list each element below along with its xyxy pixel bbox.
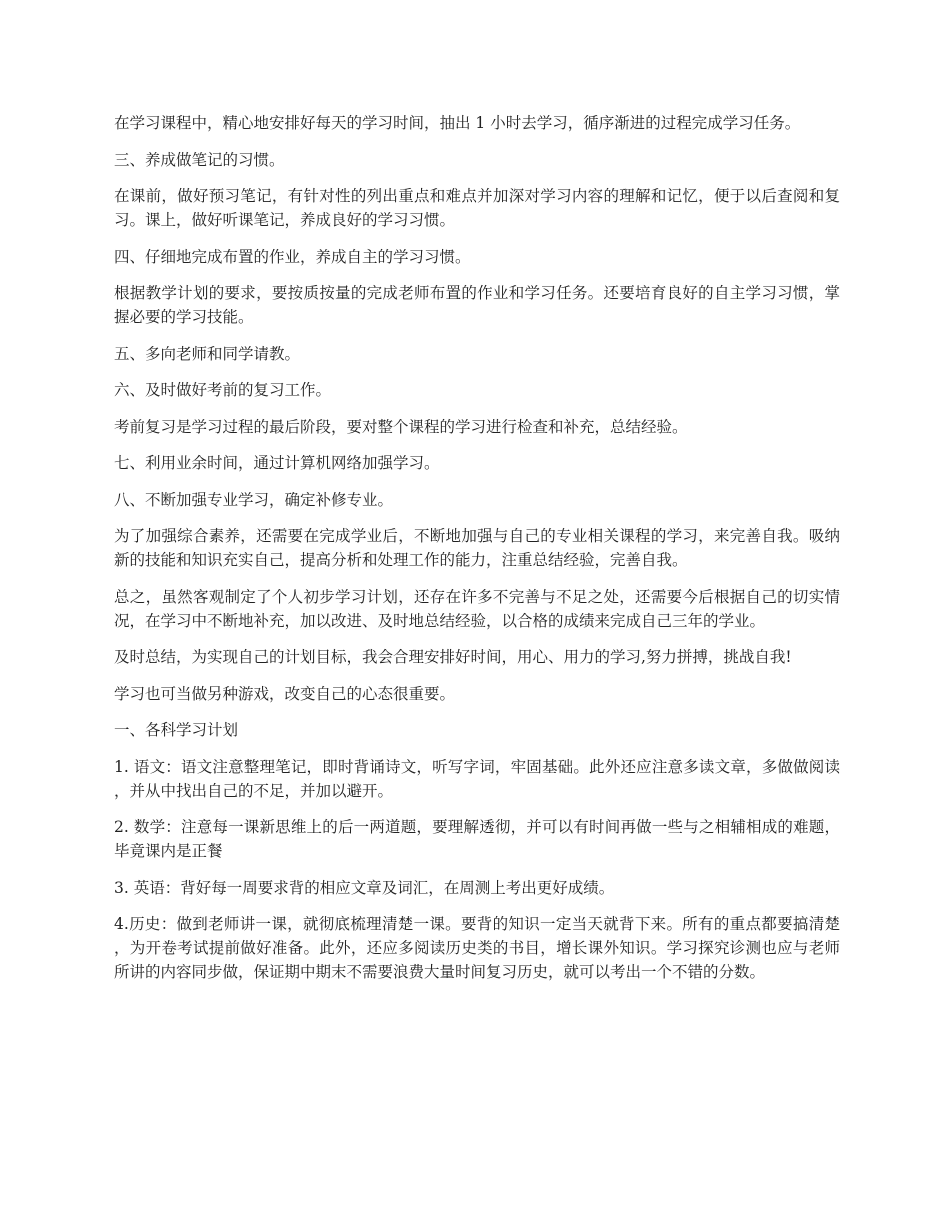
heading-section-5: 五、多向老师和同学请教。 (114, 344, 301, 363)
heading-section-4: 四、仔细地完成布置的作业，养成自主的学习习惯。 (114, 247, 471, 266)
heading-section-3: 三、养成做笔记的习惯。 (114, 150, 285, 169)
paragraph-homework: 根据教学计划的要求，要按质按量的完成老师布置的作业和学习任务。还要培育良好的自主学习习惯，掌握必要的学习技能。 (114, 284, 840, 326)
paragraph-literacy: 为了加强综合素养，还需要在完成学业后，不断地加强与自己的专业相关课程的学习，来完善自我。吸纳新的技能和知识充实自己，提高分析和处理工作的能力，注重总结经验，完善自我。 (114, 527, 840, 569)
paragraph-summary: 总之，虽然客观制定了个人初步学习计划，还存在许多不完善与不足之处，还需要今后根据自己的切实情况，在学习中不断地补充，加以改进、及时地总结经验，以合格的成绩来完成自己三年的学业。 (114, 587, 840, 630)
paragraph-review: 考前复习是学习过程的最后阶段，要对整个课程的学习进行检查和补充，总结经验。 (114, 417, 688, 436)
paragraph-notes: 在课前，做好预习笔记，有针对性的列出重点和难点并加深对学习内容的理解和记忆，便于以后查阅和复习。课上，做好听课笔记，养成良好的学习习惯。 (114, 187, 840, 229)
heading-section-8: 八、不断加强专业学习，确定补修专业。 (114, 490, 394, 509)
paragraph-mindset: 学习也可当做另种游戏，改变自己的心态很重要。 (114, 684, 456, 703)
paragraph-intro-schedule: 在学习课程中，精心地安排好每天的学习时间，抽出 1 小时去学习，循序渐进的过程完成学习任务。 (114, 114, 801, 132)
paragraph-timely-summary: 及时总结，为实现自己的计划目标，我会合理安排好时间，用心、用力的学习,努力拼搏，挑战自我! (114, 648, 792, 666)
heading-section-6: 六、及时做好考前的复习工作。 (114, 381, 332, 399)
heading-subject-plan: 一、各科学习计划 (114, 721, 239, 739)
list-item-english: 3. 英语：背好每一周要求背的相应文章及词汇，在周测上考出更好成绩。 (114, 878, 615, 897)
list-item-chinese: 1. 语文：语文注意整理笔记，即时背诵诗文，听写字词，牢固基础。此外还应注意多读文章，多做做阅读，并从中找出自己的不足，并加以避开。 (114, 757, 840, 800)
heading-section-7: 七、利用业余时间，通过计算机网络加强学习。 (114, 454, 440, 472)
document-body (114, 111, 840, 997)
list-item-math: 2. 数学：注意每一课新思维上的后一两道题，要理解透彻，并可以有时间再做一些与之相辅相成的难题，毕竟课内是正餐 (114, 818, 840, 860)
list-item-history: 4.历史：做到老师讲一课，就彻底梳理清楚一课。要背的知识一定当天就背下来。所有的重点都要搞清楚，为开卷考试提前做好准备。此外，还应多阅读历史类的书目，增长课外知识。学习探究诊测也应与老师所讲的内容同步做，保证期中期末不需要浪费大量时间复习历史，就可以考出一个不错的分数。 (114, 915, 840, 981)
